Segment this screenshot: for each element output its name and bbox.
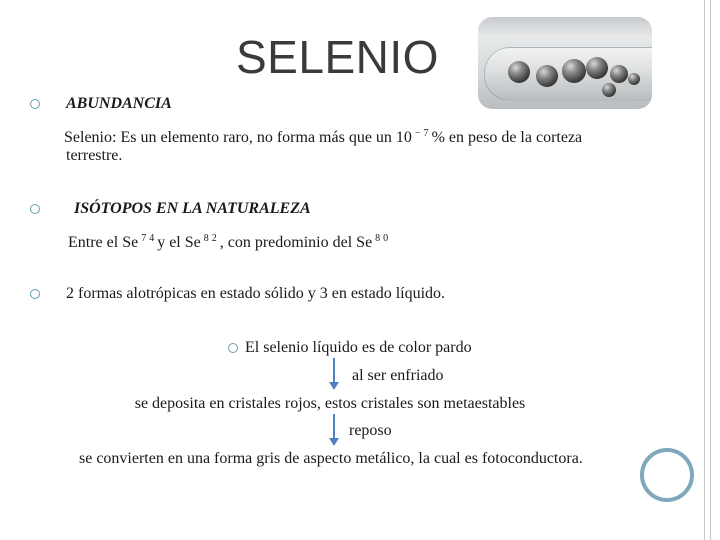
abundance-text-line1	[64, 124, 582, 148]
forms-text: 2 formas alotrópicas en estado sólido y 3 en estado líquido.	[66, 285, 446, 302]
isotope-80-mass: 80	[375, 233, 392, 244]
isotopes-part1: Entre el Se	[68, 234, 139, 251]
isotopes-part2: y el Se	[157, 234, 201, 251]
page-title: SELENIO	[236, 31, 439, 83]
abundance-text-end: % en peso de la corteza	[431, 129, 583, 146]
arrow-down-icon-shaft	[333, 414, 335, 438]
bullet-circle-icon	[30, 204, 40, 214]
bullet-circle-icon	[30, 99, 40, 109]
process-step-red-crystals: se deposita en cristales rojos, estos cristales son metaestables	[134, 395, 526, 412]
abundance-exponent: −7	[414, 128, 432, 139]
selenium-bead	[536, 65, 558, 87]
bullet-circle-icon	[228, 343, 238, 353]
process-step-rest: reposo	[349, 422, 392, 439]
selenium-bead	[602, 83, 616, 97]
arrow-down-icon	[329, 382, 339, 390]
process-step-gray-form: se convierten en una forma gris de aspecto metálico, la cual es fotoconductora.	[79, 450, 583, 467]
selenium-bead	[562, 59, 586, 83]
frame-line-inner	[710, 0, 711, 540]
isotopes-part3: , con predominio del Se	[219, 234, 373, 251]
abundance-heading: ABUNDANCIA	[66, 95, 172, 112]
abundance-text-line2: terrestre.	[66, 147, 123, 164]
abundance-text-start: Selenio: Es un elemento raro, no forma más que un 10	[64, 129, 412, 146]
arrow-down-icon	[329, 438, 339, 446]
isotopes-heading: ISÓTOPOS EN LA NATURALEZA	[74, 200, 311, 217]
selenium-bead	[586, 57, 608, 79]
process-step-cooling: al ser enfriado	[352, 367, 444, 384]
isotopes-text	[68, 229, 391, 253]
selenium-bead	[508, 61, 530, 83]
selenium-bead	[628, 73, 640, 85]
arrow-down-icon-shaft	[333, 358, 335, 382]
selenium-bead	[610, 65, 628, 83]
selenium-sample-photo	[478, 17, 652, 109]
isotope-74-mass: 74	[141, 233, 158, 244]
process-step-liquid: El selenio líquido es de color pardo	[245, 339, 472, 356]
bullet-circle-icon	[30, 289, 40, 299]
frame-line-outer	[704, 0, 705, 540]
decorative-circle-icon	[640, 448, 694, 502]
isotope-82-mass: 82	[203, 233, 220, 244]
